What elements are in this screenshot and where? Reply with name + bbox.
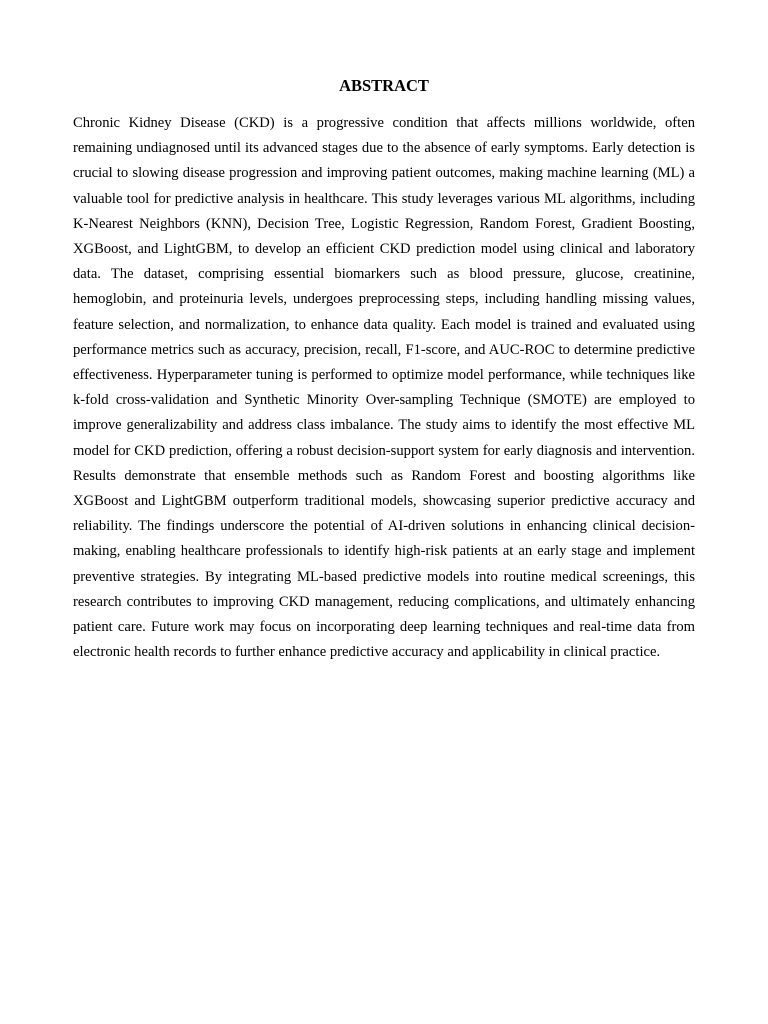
abstract-heading: ABSTRACT (339, 76, 429, 95)
abstract-paragraph: Chronic Kidney Disease (CKD) is a progressive condition that affects millions worldwide, often remaining undiagnosed until its advanced stages due to the absence of early symptoms. Early detection is crucial to slowing disease progression and improving patient outcomes, making machine learning (ML) a valuable tool for predictive analysis in healthcare. This study leverages various ML algorithms, including K-Nearest Neighbors (KNN), Decision Tree, Logistic Regression, Random Forest, Gradient Boosting, XGBoost, and LightGBM, to develop an efficient CKD prediction model using clinical and laboratory data. The dataset, comprising essential biomarkers such as blood pressure, glucose, creatinine, hemoglobin, and proteinuria levels, undergoes preprocessing steps, including handling missing values, feature selection, and normalization, to enhance data quality. Each model is trained and evaluated using performance metrics such as accuracy, precision, recall, F1-score, and AUC-ROC to determine predictive effectiveness. Hyperparameter tuning is performed to optimize model performance, while techniques like k-fold cross-validation and Synthetic Minority Over-sampling Technique (SMOTE) are employed to improve generalizability and address class imbalance. The study aims to identify the most effective ML model for CKD prediction, offering a robust decision-support system for early diagnosis and intervention. Results demonstrate that ensemble methods such as Random Forest and boosting algorithms like XGBoost and LightGBM outperform traditional models, showcasing superior predictive accuracy and reliability. The findings underscore the potential of AI-driven solutions in enhancing clinical decision-making, enabling healthcare professionals to identify high-risk patients at an early stage and implement preventive strategies. By integrating ML-based predictive models into routine medical screenings, this research contributes to improving CKD management, reducing complications, and ultimately enhancing patient care. Future work may focus on incorporating deep learning techniques and real-time data from electronic health records to further enhance predictive accuracy and applicability in clinical practice. (73, 115, 695, 661)
